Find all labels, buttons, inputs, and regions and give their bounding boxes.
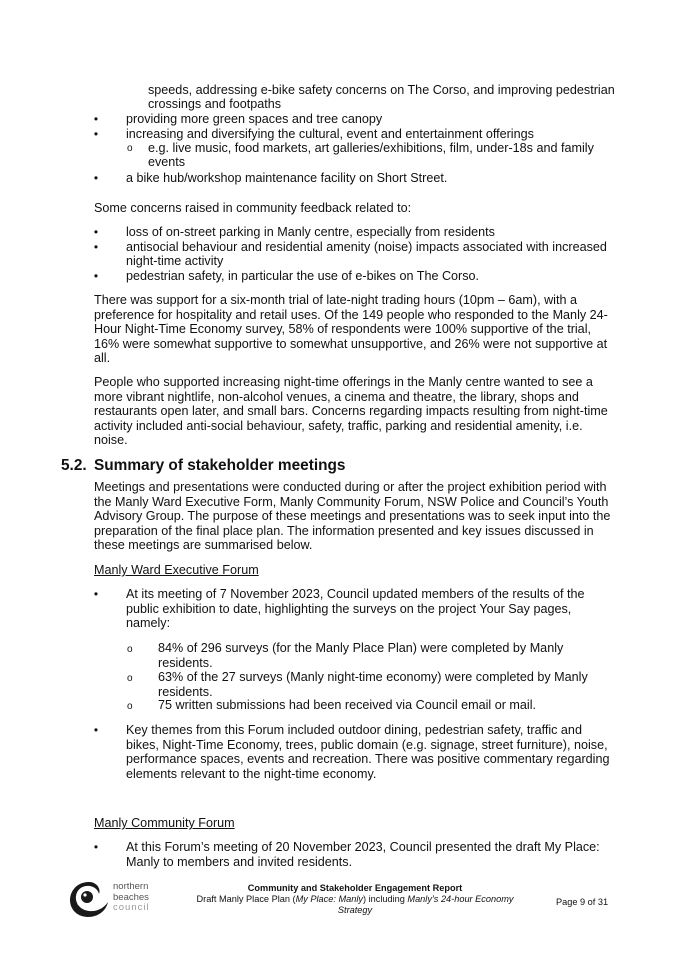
sub-list-item-line: residents. — [158, 655, 213, 670]
list-item-line: performance spaces, events and recreation. There was positive commentary regarding — [126, 752, 610, 767]
page-footer — [0, 880, 675, 920]
paragraph-line: more vibrant nightlife, non-alcohol venues, a cinema and theatre, the library, shops and — [94, 389, 579, 404]
report-title: Community and Stakeholder Engagement Report — [247, 883, 463, 893]
sub-list-item-line: 63% of the 27 surveys (Manly night-time economy) were completed by Manly — [158, 670, 588, 684]
sub-list-item — [158, 670, 588, 699]
sub-bullet-icon: o — [127, 143, 133, 154]
list-item-line: elements relevant to the night-time economy. — [126, 766, 377, 781]
paragraph-line: restaurants open later, and small bars. Concerns regarding impacts resulting from night-time — [94, 404, 608, 419]
sub-list-item-line: 84% of 296 surveys (for the Manly Place Plan) were completed by Manly — [158, 641, 564, 655]
paragraph-line: preparation of the final place plan. The information presented and key issues discussed in — [94, 523, 594, 538]
section-intro-paragraph — [94, 480, 610, 553]
list-item-line: At this Forum’s meeting of 20 November 2023, Council presented the draft My Place: — [126, 840, 600, 854]
footer-report-info — [190, 883, 520, 916]
subtitle-text: ) including — [362, 894, 408, 904]
bullet-icon: • — [93, 723, 99, 737]
bullet-icon: • — [93, 127, 99, 141]
list-item — [126, 587, 585, 631]
paragraph-line: activity included anti-social behaviour, safety, traffic, parking and residential amenity, i.e. — [94, 418, 583, 433]
council-logo-text — [113, 882, 150, 914]
sub-bullet-icon: o — [127, 673, 133, 684]
sub-list-item — [158, 641, 563, 670]
logo-text-line: beaches — [113, 891, 149, 903]
list-item — [126, 723, 609, 781]
continuation-line: speeds, addressing e-bike safety concerns on The Corso, and improving pedestrian — [148, 83, 615, 97]
list-item — [126, 840, 600, 869]
report-subtitle — [190, 894, 520, 905]
sub-list-item: events — [148, 155, 186, 169]
sub-bullet-icon: o — [127, 701, 133, 712]
list-item-line: Key themes from this Forum included outdoor dining, pedestrian safety, traffic and — [126, 723, 582, 737]
subtitle-italic: My Place: Manly — [295, 894, 363, 904]
list-item-line: Manly to members and invited residents. — [126, 854, 353, 869]
paragraph-line: Meetings and presentations were conducted during or after the project exhibition period with — [94, 480, 607, 494]
list-item-line: At its meeting of 7 November 2023, Council updated members of the results of the — [126, 587, 585, 601]
subtitle-italic: Strategy — [337, 905, 373, 915]
page-number: Page 9 of 31 — [556, 897, 609, 907]
list-item: antisocial behaviour and residential amenity (noise) impacts associated with increased — [126, 240, 607, 254]
section-heading — [61, 457, 345, 475]
night-time-paragraph — [94, 375, 608, 448]
continuation-line: crossings and footpaths — [148, 97, 282, 111]
bullet-icon: • — [93, 171, 99, 185]
community-forum-subheading: Manly Community Forum — [94, 816, 235, 830]
paragraph-line: There was support for a six-month trial of late-night trading hours (10pm – 6am), with a — [94, 293, 577, 307]
list-item: providing more green spaces and tree canopy — [126, 112, 383, 126]
bullet-icon: • — [93, 240, 99, 254]
subtitle-italic: Manly’s 24-hour Economy — [407, 894, 514, 904]
list-item-line: namely: — [126, 616, 171, 631]
sub-list-item-line: residents. — [158, 684, 213, 699]
logo-text-line: council — [113, 902, 150, 913]
sub-list-item: 75 written submissions had been received via Council email or mail. — [158, 698, 536, 712]
bullet-icon: • — [93, 225, 99, 239]
list-item: a bike hub/workshop maintenance facility on Short Street. — [126, 171, 448, 185]
paragraph-line: these meetings are summarised below. — [94, 538, 313, 553]
paragraph-line: Advisory Group. The purpose of these meetings and presentations was to seek input into the — [94, 509, 611, 524]
paragraph-line: all. — [94, 351, 111, 366]
sub-list-item: e.g. live music, food markets, art galleries/exhibitions, film, under-18s and family — [148, 141, 594, 155]
section-title: Summary of stakeholder meetings — [94, 457, 346, 474]
paragraph-line: noise. — [94, 433, 128, 448]
list-item-continuation: night-time activity — [126, 254, 224, 268]
list-item-line: public exhibition to date, highlighting the surveys on the project Your Say pages, — [126, 601, 572, 616]
sub-bullet-icon: o — [127, 644, 133, 655]
paragraph-line: preference for hospitality and retail uses. Of the 149 people who responded to the Manly 24- — [94, 307, 608, 322]
list-item-line: bikes, Night-Time Economy, trees, public domain (e.g. signage, street furniture), noise, — [126, 737, 608, 752]
logo-text-line: northern — [113, 881, 149, 892]
paragraph-line: People who supported increasing night-time offerings in the Manly centre wanted to see a — [94, 375, 593, 389]
paragraph-line: the Manly Ward Executive Form, Manly Community Forum, NSW Police and Council’s Youth — [94, 494, 609, 509]
list-item: pedestrian safety, in particular the use of e-bikes on The Corso. — [126, 269, 480, 283]
trial-paragraph — [94, 293, 608, 366]
bullet-icon: • — [93, 840, 99, 854]
council-logo-icon — [68, 880, 110, 918]
section-number: 5.2. — [61, 457, 87, 474]
subtitle-text: Draft Manly Place Plan ( — [196, 894, 296, 904]
paragraph-line: Hour Night-Time Economy survey, 58% of respondents were 100% supportive of the trial, — [94, 322, 591, 337]
paragraph-line: 16% were somewhat supportive to somewhat unsupportive, and 26% were not supportive at — [94, 336, 608, 351]
list-item: increasing and diversifying the cultural, event and entertainment offerings — [126, 127, 534, 141]
list-item: loss of on-street parking in Manly centre, especially from residents — [126, 225, 495, 239]
bullet-icon: • — [93, 587, 99, 601]
ward-forum-subheading: Manly Ward Executive Forum — [94, 563, 259, 577]
bullet-icon: • — [93, 269, 99, 283]
bullet-icon: • — [93, 112, 99, 126]
concerns-intro: Some concerns raised in community feedback related to: — [94, 201, 412, 215]
